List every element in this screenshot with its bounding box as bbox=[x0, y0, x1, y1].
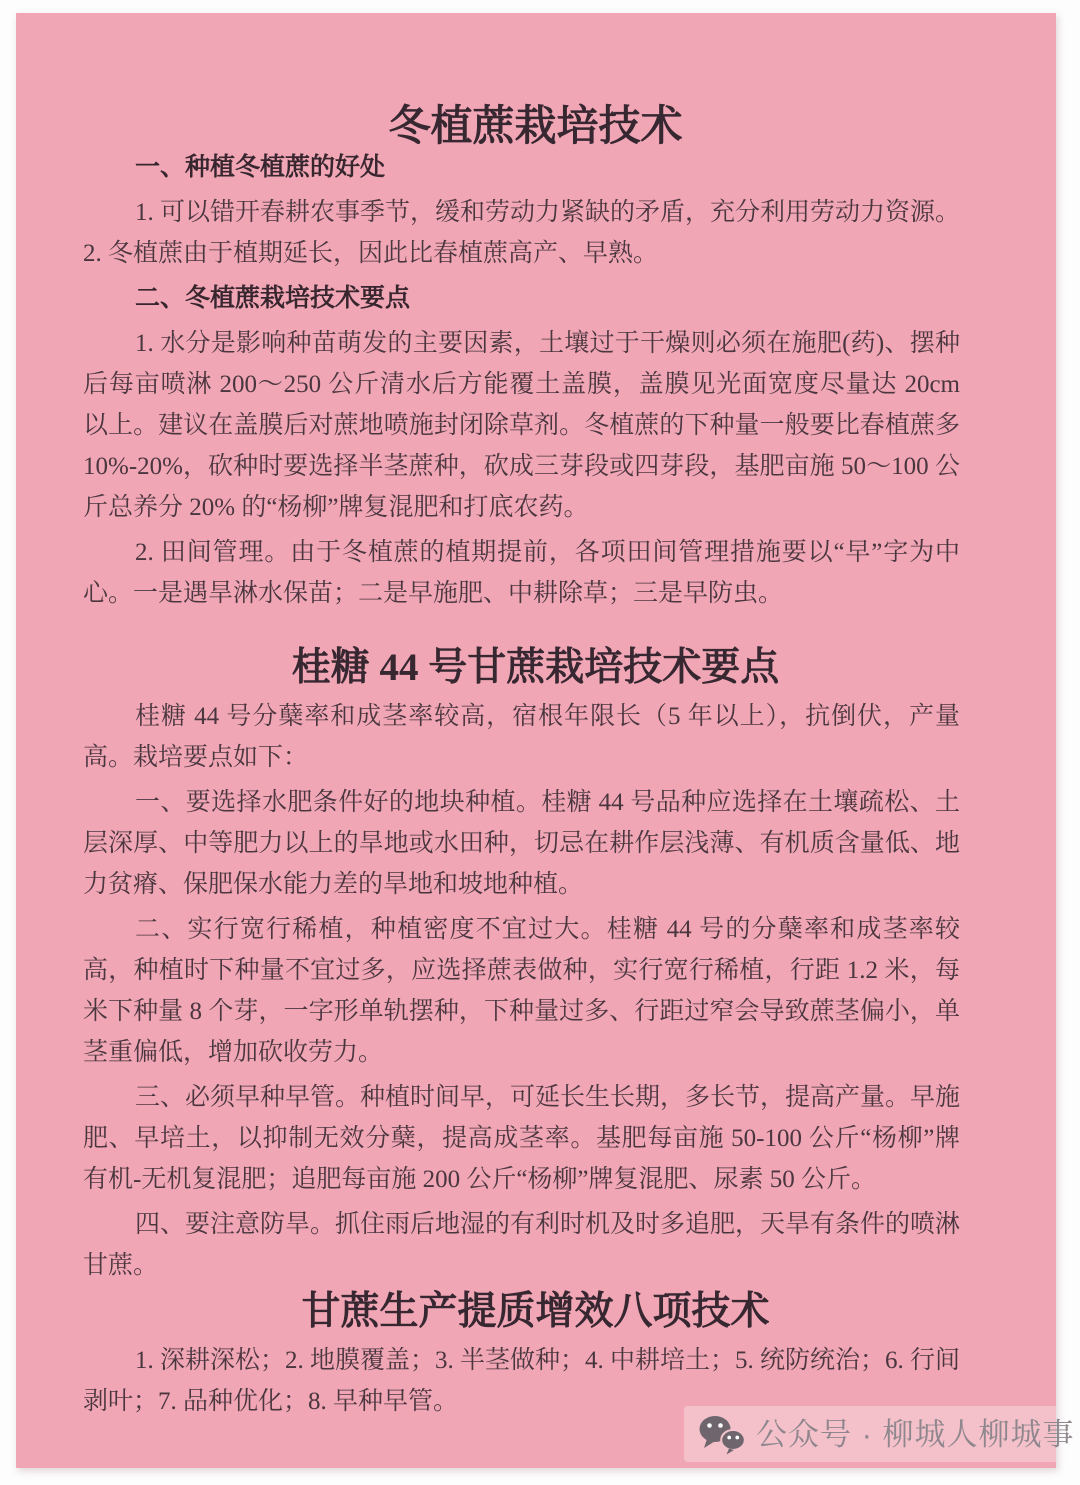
guitang44-point-2: 二、实行宽行稀植，种植密度不宜过大。桂糖 44 号的分蘖率和成茎率较高，种植时下种量不宜过多，应选择蔗表做种，实行宽行稀植，行距 1.2 米，每米下种量 8 个芽，一字形单轨摆种，下种量过多、行距过窄会导致蔗茎偏小，单茎重偏低，增加砍收劳力。 bbox=[83, 916, 960, 1066]
article-winter-title: 冬植蔗栽培技术 bbox=[388, 104, 683, 150]
watermark bbox=[684, 1406, 1075, 1462]
wechat-icon bbox=[698, 1414, 746, 1455]
winter-keypoint-2: 2. 田间管理。由于冬植蔗的植期提前，各项田间管理措施要以“早”字为中心。一是遇旱淋水保苗；二是早施肥、中耕除草；三是早防虫。 bbox=[83, 539, 960, 607]
winter-keypoint-1: 1. 水分是影响种苗萌发的主要因素，土壤过于干燥则必须在施肥(药)、摆种后每亩喷淋 200～250 公斤清水后方能覆土盖膜，盖膜见光面宽度尽量达 20cm 以上。建议在盖膜后对蔗地喷施封闭除草剂。冬植蔗的下种量一般要比春植蔗多 10%-20%，砍种时要选择半茎蔗种，砍成三芽段或四芽段，基肥亩施 50～100 公斤总养分 20% 的“杨柳”牌复混肥和打底农药。 bbox=[83, 330, 960, 521]
article-eight-techniques-title: 甘蔗生产提质增效八项技术 bbox=[301, 1290, 770, 1333]
guitang44-intro: 桂糖 44 号分蘖率和成茎率较高，宿根年限长（5 年以上），抗倒伏，产量高。栽培要点如下： bbox=[83, 703, 960, 771]
winter-benefits-text: 1. 可以错开春耕农事季节，缓和劳动力紧缺的矛盾，充分利用劳动力资源。2. 冬植蔗由于植期延长，因此比春植蔗高产、早熟。 bbox=[83, 199, 961, 267]
article-guitang44-title: 桂糖 44 号甘蔗栽培技术要点 bbox=[291, 646, 780, 689]
guitang44-point-3: 三、必须早种早管。种植时间早，可延长生长期，多长节，提高产量。早施肥、早培土，以抑制无效分蘖，提高成茎率。基肥每亩施 50-100 公斤“杨柳”牌有机-无机复混肥；追肥每亩施 200 公斤“杨柳”牌复混肥、尿素 50 公斤。 bbox=[83, 1084, 961, 1193]
winter-benefits-heading: 一、种植冬植蔗的好处 bbox=[135, 154, 386, 181]
winter-keypoints-heading: 二、冬植蔗栽培技术要点 bbox=[135, 285, 411, 312]
eight-techniques-items: 1. 深耕深松；2. 地膜覆盖；3. 半茎做种；4. 中耕培土；5. 统防统治；6. 行间剥叶；7. 品种优化；8. 早种早管。 bbox=[83, 1347, 961, 1415]
guitang44-point-1: 一、要选择水肥条件好的地块种植。桂糖 44 号品种应选择在土壤疏松、土层深厚、中等肥力以上的旱地或水田种，切忌在耕作层浅薄、有机质含量低、地力贫瘠、保肥保水能力差的旱地和坡地种植。 bbox=[83, 789, 960, 898]
pink-paper-document bbox=[16, 13, 1075, 1468]
guitang44-point-4: 四、要注意防旱。抓住雨后地湿的有利时机及时多追肥，天旱有条件的喷淋甘蔗。 bbox=[83, 1211, 961, 1279]
watermark-text: 公众号 · 柳城人柳城事 bbox=[756, 1416, 1075, 1452]
